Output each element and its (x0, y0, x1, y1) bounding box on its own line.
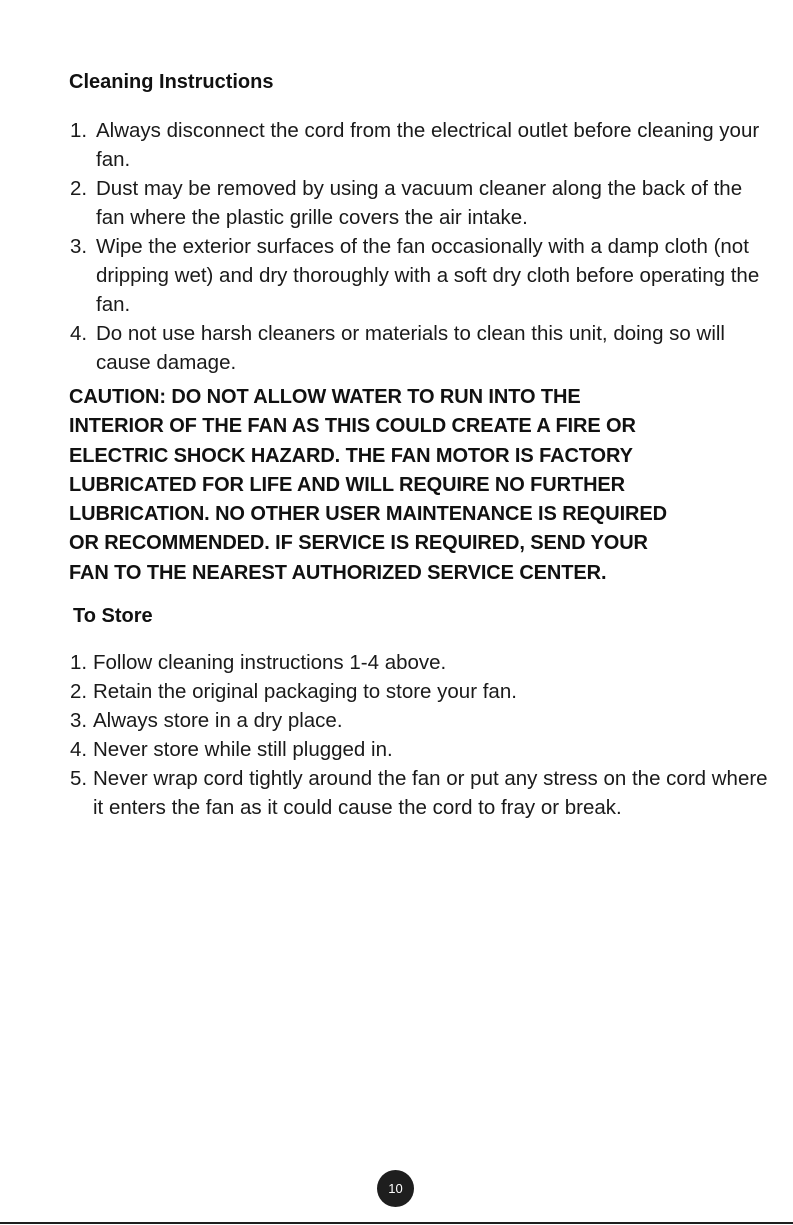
list-item (70, 648, 770, 677)
page-number-badge: 10 (377, 1170, 414, 1207)
list-item-number: 1. (70, 651, 88, 674)
list-item-number: 2. (70, 680, 88, 703)
to-store-list (70, 648, 770, 822)
list-item-text: Never wrap cord tightly around the fan or put any stress on the cord where it enters the fan as it could cause the cord to fray or break. (93, 767, 768, 819)
caution-line: ELECTRIC SHOCK HAZARD. THE FAN MOTOR IS FACTORY (69, 444, 633, 467)
list-item (70, 174, 760, 232)
list-item (70, 677, 770, 706)
list-item-number: 1. (70, 119, 88, 142)
list-item-text: Never store while still plugged in. (93, 738, 393, 761)
caution-line: INTERIOR OF THE FAN AS THIS COULD CREATE A FIRE OR (69, 415, 636, 438)
list-item-text: Retain the original packaging to store your fan. (93, 680, 517, 703)
cleaning-instructions-heading: Cleaning Instructions (69, 71, 274, 93)
caution-line: LUBRICATION. NO OTHER USER MAINTENANCE IS REQUIRED (69, 503, 667, 526)
cleaning-instructions-list (70, 116, 760, 377)
list-item (70, 735, 770, 764)
list-item-text: Always disconnect the cord from the electrical outlet before cleaning your fan. (96, 119, 760, 171)
list-item (70, 706, 770, 735)
list-item (70, 319, 760, 377)
list-item-number: 3. (70, 235, 88, 258)
caution-line: CAUTION: DO NOT ALLOW WATER TO RUN INTO THE (69, 386, 581, 408)
list-item-number: 3. (70, 709, 88, 732)
list-item-text: Dust may be removed by using a vacuum cleaner along the back of the fan where the plastic grille covers the air intake. (96, 177, 743, 229)
list-item-text: Do not use harsh cleaners or materials to clean this unit, doing so will cause damage. (96, 322, 725, 374)
list-item (70, 232, 760, 319)
list-item-number: 4. (70, 322, 88, 345)
list-item (70, 116, 760, 174)
list-item (70, 764, 770, 822)
list-item-text: Wipe the exterior surfaces of the fan occasionally with a damp cloth (not dripping wet) and dry thoroughly with a soft dry cloth before operating the fan. (96, 235, 760, 316)
bottom-divider (0, 1222, 793, 1224)
to-store-heading: To Store (73, 605, 153, 627)
caution-line: OR RECOMMENDED. IF SERVICE IS REQUIRED, SEND YOUR (69, 532, 648, 555)
list-item-number: 4. (70, 738, 88, 761)
list-item-number: 5. (70, 767, 88, 790)
caution-warning (69, 383, 769, 588)
list-item-number: 2. (70, 177, 88, 200)
list-item-text: Follow cleaning instructions 1-4 above. (93, 651, 447, 674)
list-item-text: Always store in a dry place. (93, 709, 343, 732)
caution-line: FAN TO THE NEAREST AUTHORIZED SERVICE CENTER. (69, 561, 607, 584)
caution-line: LUBRICATED FOR LIFE AND WILL REQUIRE NO FURTHER (69, 473, 626, 496)
